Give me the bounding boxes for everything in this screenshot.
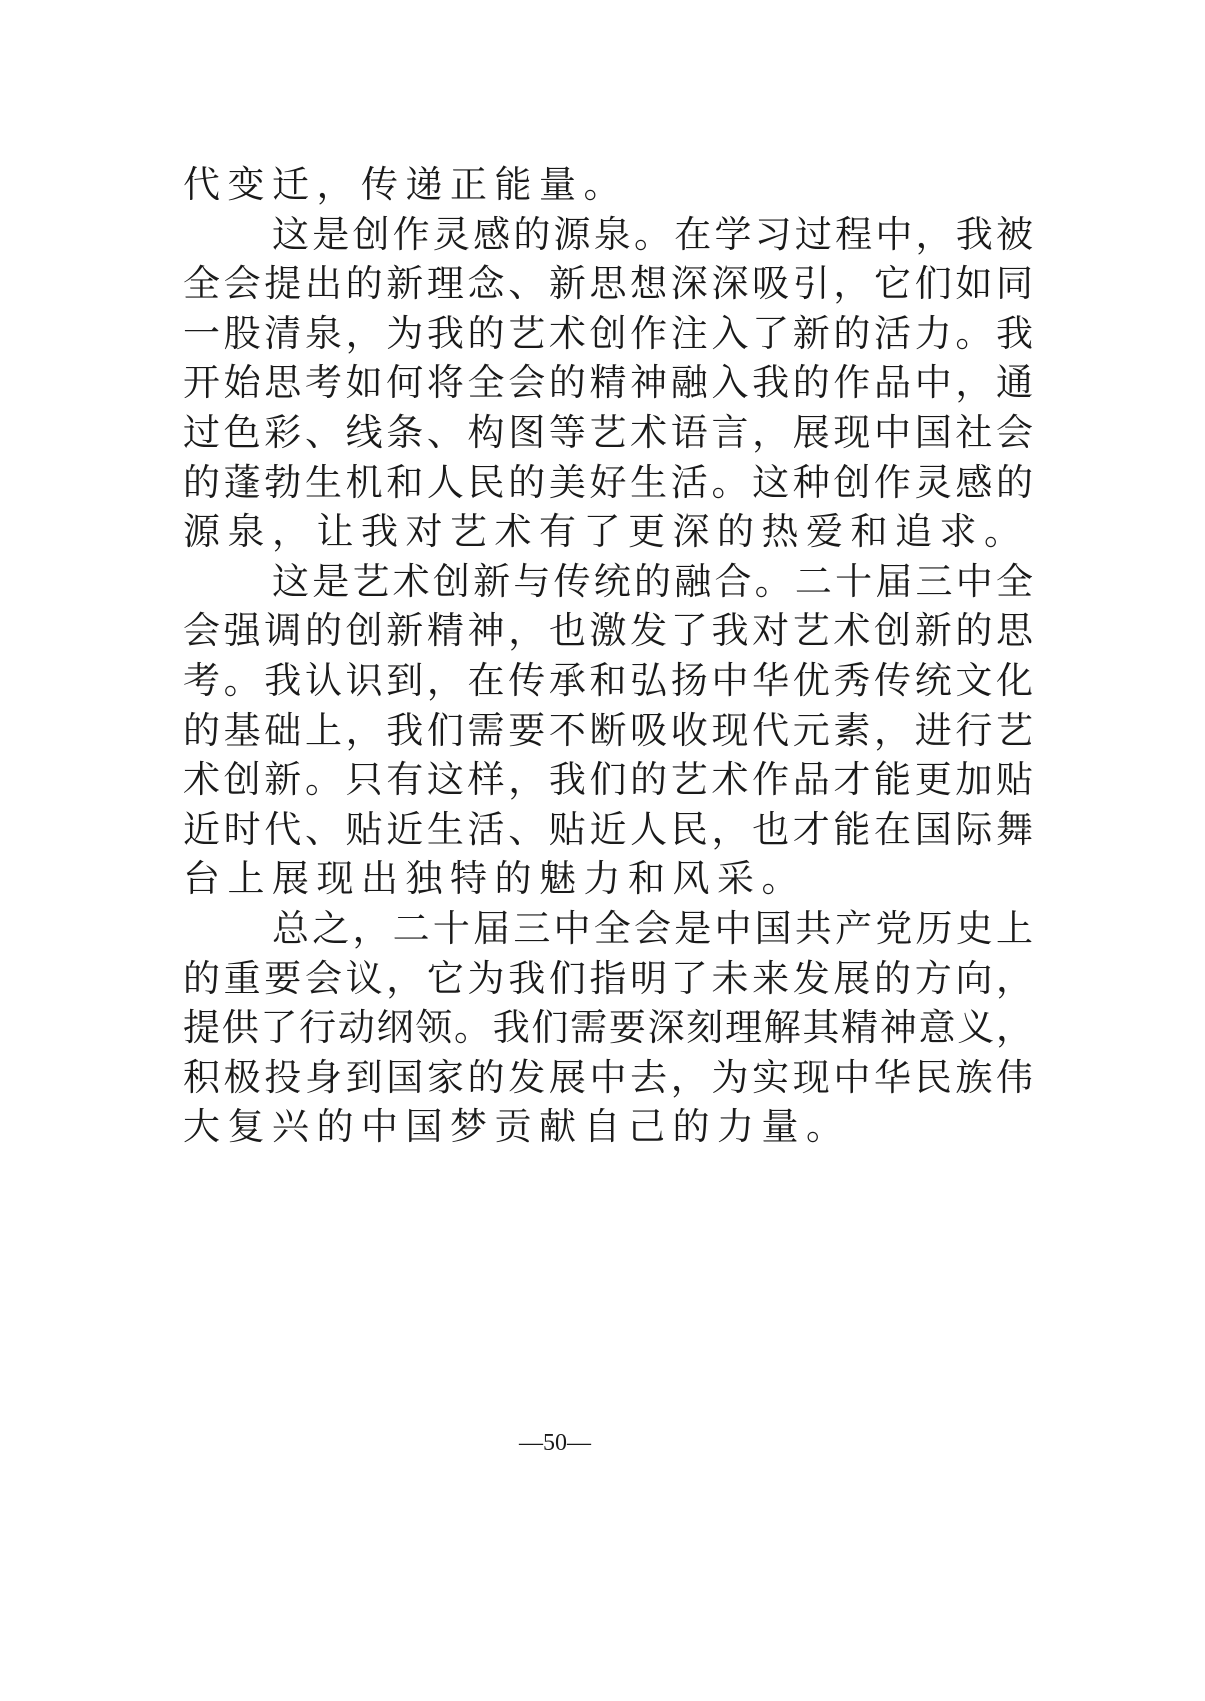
text-line: 的基础上，我们需要不断吸收现代元素，进行艺 [183, 708, 1033, 752]
text-line: 源泉，让我对艺术有了更深的热爱和追求。 [183, 510, 1029, 554]
page-number: —50— [519, 1430, 591, 1456]
text-line: 积极投身到国家的发展中去，为实现中华民族伟 [183, 1055, 1033, 1099]
text-line: 近时代、贴近生活、贴近人民，也才能在国际舞 [183, 807, 1033, 851]
text-line: 提供了行动纲领。我们需要深刻理解其精神意义， [183, 1006, 1033, 1050]
body-text [183, 160, 1033, 1152]
paragraph-start-line: 总之，二十届三中全会是中国共产党历史上 [272, 906, 1033, 950]
text-line: 术创新。只有这样，我们的艺术作品才能更加贴 [183, 758, 1033, 802]
text-line: 一股清泉，为我的艺术创作注入了新的活力。我 [183, 311, 1033, 355]
text-line: 过色彩、线条、构图等艺术语言，展现中国社会 [183, 410, 1033, 454]
text-line: 的蓬勃生机和人民的美好生活。这种创作灵感的 [183, 460, 1033, 504]
text-line: 会强调的创新精神，也激发了我对艺术创新的思 [183, 609, 1033, 653]
paragraph-start-line: 这是创作灵感的源泉。在学习过程中，我被 [272, 212, 1033, 256]
text-line: 考。我认识到，在传承和弘扬中华优秀传统文化 [183, 658, 1033, 702]
text-line: 全会提出的新理念、新思想深深吸引，它们如同 [183, 262, 1033, 306]
text-line: 台上展现出独特的魅力和风采。 [183, 857, 806, 901]
paragraph-start-line: 这是艺术创新与传统的融合。二十届三中全 [272, 559, 1033, 603]
text-line: 的重要会议，它为我们指明了未来发展的方向， [183, 956, 1033, 1000]
text-line: 大复兴的中国梦贡献自己的力量。 [183, 1105, 851, 1149]
text-line: 开始思考如何将全会的精神融入我的作品中，通 [183, 361, 1033, 405]
text-line: 代变迁，传递正能量。 [183, 163, 628, 206]
